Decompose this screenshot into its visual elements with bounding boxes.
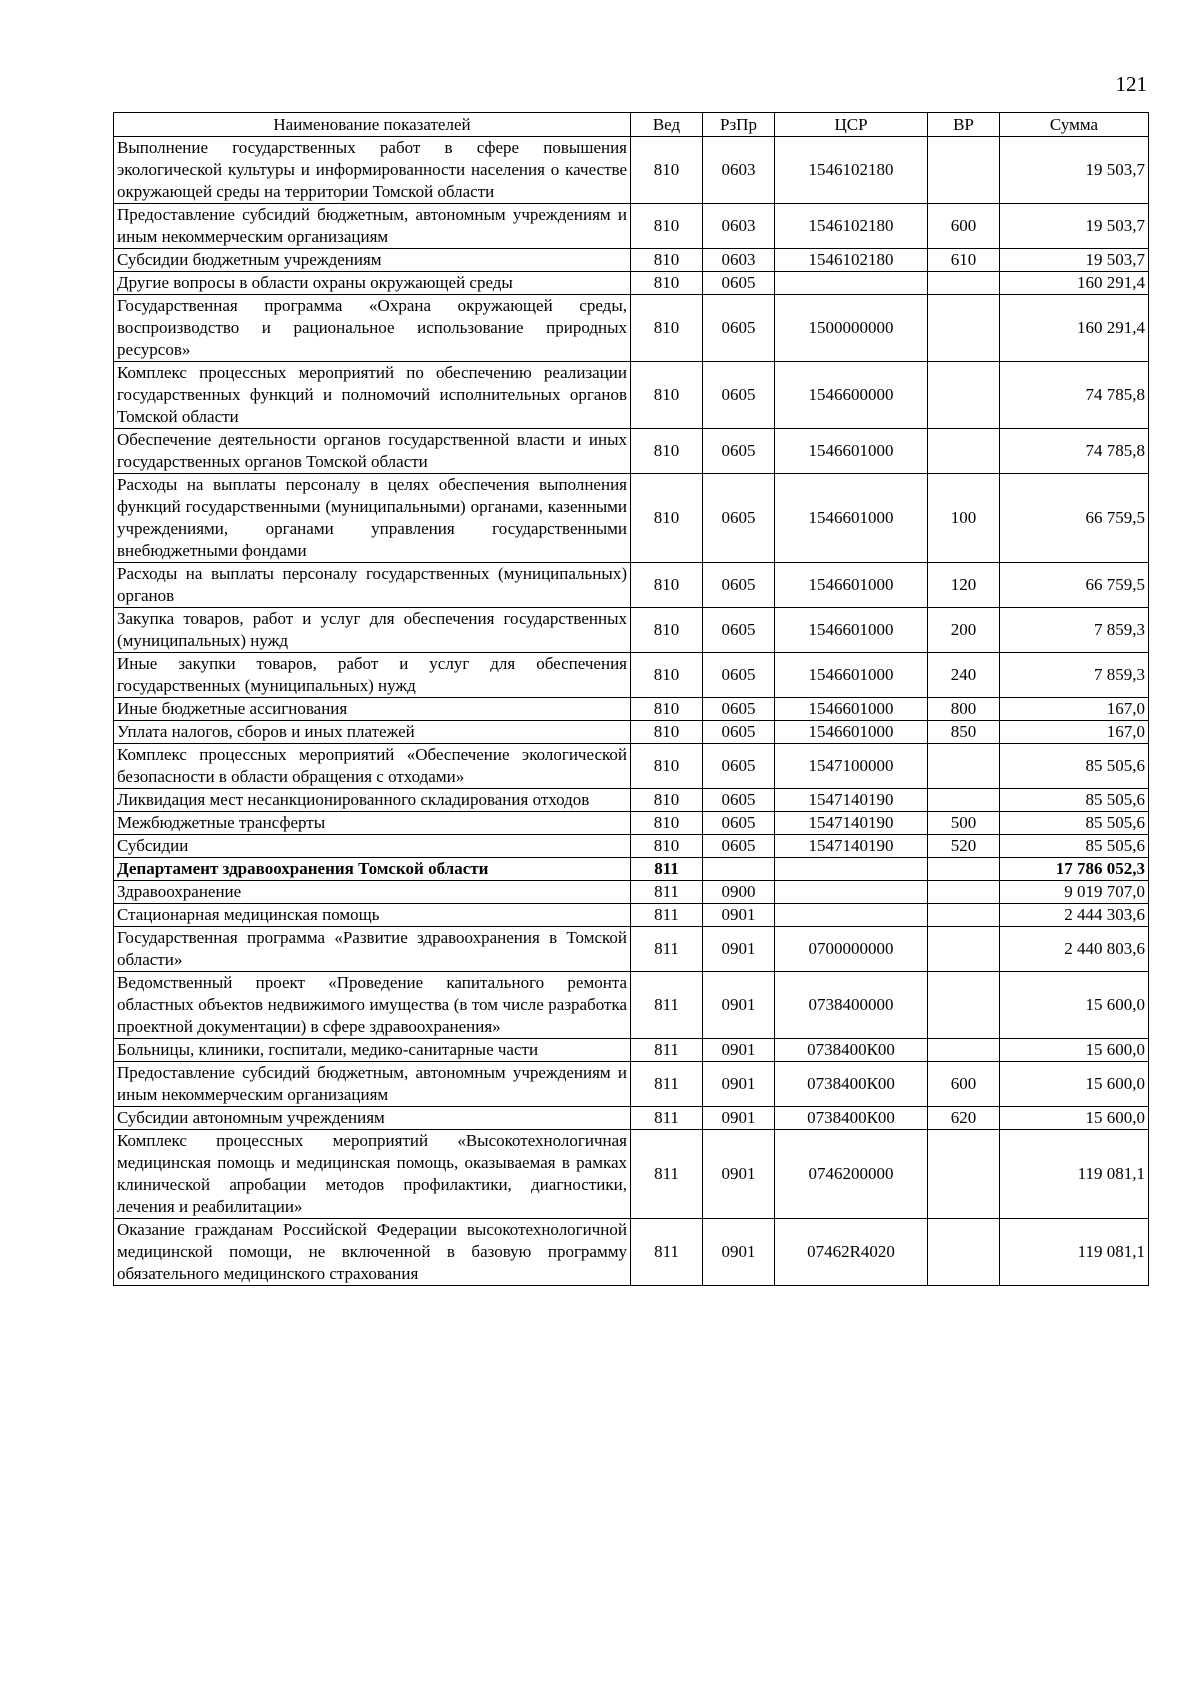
cell-csr: 1547140190 bbox=[775, 789, 928, 812]
table-row bbox=[114, 904, 1149, 927]
cell-sum: 85 505,6 bbox=[1000, 789, 1149, 812]
cell-csr: 1547100000 bbox=[775, 744, 928, 789]
cell-vr: 240 bbox=[928, 653, 1000, 698]
header-vr: ВР bbox=[928, 113, 1000, 137]
cell-sum: 167,0 bbox=[1000, 698, 1149, 721]
cell-sum: 85 505,6 bbox=[1000, 812, 1149, 835]
table-row bbox=[114, 1107, 1149, 1130]
cell-csr bbox=[775, 881, 928, 904]
cell-rzpr: 0901 bbox=[703, 927, 775, 972]
cell-vr bbox=[928, 858, 1000, 881]
cell-rzpr: 0605 bbox=[703, 563, 775, 608]
cell-name: Иные бюджетные ассигнования bbox=[114, 698, 631, 721]
table-header-row bbox=[114, 113, 1149, 137]
table-row bbox=[114, 608, 1149, 653]
cell-name: Ведомственный проект «Проведение капитального ремонта областных объектов недвижимого имущества (в том числе разработка проектной документации) в сфере здравоохранения» bbox=[114, 972, 631, 1039]
cell-ved: 810 bbox=[631, 789, 703, 812]
cell-name: Ликвидация мест несанкционированного складирования отходов bbox=[114, 789, 631, 812]
cell-sum: 85 505,6 bbox=[1000, 835, 1149, 858]
table-row bbox=[114, 249, 1149, 272]
cell-rzpr: 0901 bbox=[703, 904, 775, 927]
header-rzpr: РзПр bbox=[703, 113, 775, 137]
table-row bbox=[114, 789, 1149, 812]
cell-name: Другие вопросы в области охраны окружающей среды bbox=[114, 272, 631, 295]
cell-rzpr: 0605 bbox=[703, 653, 775, 698]
cell-rzpr: 0605 bbox=[703, 812, 775, 835]
table-row bbox=[114, 272, 1149, 295]
table-row bbox=[114, 744, 1149, 789]
cell-rzpr: 0605 bbox=[703, 608, 775, 653]
cell-csr: 1546601000 bbox=[775, 653, 928, 698]
cell-ved: 811 bbox=[631, 858, 703, 881]
cell-vr: 800 bbox=[928, 698, 1000, 721]
cell-csr: 0738400К00 bbox=[775, 1107, 928, 1130]
cell-sum: 17 786 052,3 bbox=[1000, 858, 1149, 881]
cell-ved: 811 bbox=[631, 927, 703, 972]
cell-rzpr: 0901 bbox=[703, 1130, 775, 1219]
cell-ved: 810 bbox=[631, 474, 703, 563]
table-row bbox=[114, 1130, 1149, 1219]
cell-sum: 19 503,7 bbox=[1000, 204, 1149, 249]
cell-csr: 1546600000 bbox=[775, 362, 928, 429]
table-row bbox=[114, 137, 1149, 204]
cell-rzpr: 0603 bbox=[703, 249, 775, 272]
cell-name: Комплекс процессных мероприятий «Высокотехнологичная медицинская помощь и медицинская помощь, оказываемая в рамках клинической апробации методов профилактики, диагностики, лечения и реабилитации» bbox=[114, 1130, 631, 1219]
cell-name: Субсидии bbox=[114, 835, 631, 858]
cell-vr: 850 bbox=[928, 721, 1000, 744]
cell-rzpr: 0605 bbox=[703, 698, 775, 721]
cell-name: Субсидии бюджетным учреждениям bbox=[114, 249, 631, 272]
cell-sum: 66 759,5 bbox=[1000, 474, 1149, 563]
header-name: Наименование показателей bbox=[114, 113, 631, 137]
cell-csr: 1546102180 bbox=[775, 249, 928, 272]
cell-csr bbox=[775, 272, 928, 295]
cell-csr: 1500000000 bbox=[775, 295, 928, 362]
cell-sum: 160 291,4 bbox=[1000, 272, 1149, 295]
cell-csr: 1547140190 bbox=[775, 835, 928, 858]
cell-name: Департамент здравоохранения Томской области bbox=[114, 858, 631, 881]
cell-name: Здравоохранение bbox=[114, 881, 631, 904]
cell-ved: 810 bbox=[631, 249, 703, 272]
cell-ved: 810 bbox=[631, 835, 703, 858]
cell-rzpr: 0605 bbox=[703, 295, 775, 362]
cell-name: Предоставление субсидий бюджетным, автономным учреждениям и иным некоммерческим организациям bbox=[114, 204, 631, 249]
table-row bbox=[114, 1039, 1149, 1062]
table-row bbox=[114, 881, 1149, 904]
header-csr: ЦСР bbox=[775, 113, 928, 137]
cell-name: Предоставление субсидий бюджетным, автономным учреждениям и иным некоммерческим организациям bbox=[114, 1062, 631, 1107]
cell-name: Государственная программа «Охрана окружающей среды, воспроизводство и рациональное использование природных ресурсов» bbox=[114, 295, 631, 362]
cell-ved: 810 bbox=[631, 608, 703, 653]
header-ved: Вед bbox=[631, 113, 703, 137]
cell-csr bbox=[775, 858, 928, 881]
cell-rzpr: 0900 bbox=[703, 881, 775, 904]
cell-ved: 811 bbox=[631, 1062, 703, 1107]
cell-ved: 811 bbox=[631, 1107, 703, 1130]
cell-sum: 119 081,1 bbox=[1000, 1130, 1149, 1219]
cell-ved: 810 bbox=[631, 698, 703, 721]
cell-ved: 811 bbox=[631, 972, 703, 1039]
cell-sum: 119 081,1 bbox=[1000, 1219, 1149, 1286]
cell-ved: 810 bbox=[631, 137, 703, 204]
cell-vr bbox=[928, 272, 1000, 295]
cell-rzpr: 0603 bbox=[703, 204, 775, 249]
cell-rzpr: 0605 bbox=[703, 744, 775, 789]
table-row bbox=[114, 429, 1149, 474]
cell-sum: 160 291,4 bbox=[1000, 295, 1149, 362]
table-row bbox=[114, 858, 1149, 881]
cell-ved: 810 bbox=[631, 653, 703, 698]
cell-rzpr: 0605 bbox=[703, 721, 775, 744]
cell-rzpr bbox=[703, 858, 775, 881]
cell-csr: 0700000000 bbox=[775, 927, 928, 972]
table-row bbox=[114, 362, 1149, 429]
cell-ved: 811 bbox=[631, 1219, 703, 1286]
cell-ved: 810 bbox=[631, 812, 703, 835]
cell-name: Уплата налогов, сборов и иных платежей bbox=[114, 721, 631, 744]
cell-vr bbox=[928, 744, 1000, 789]
cell-ved: 810 bbox=[631, 721, 703, 744]
cell-name: Расходы на выплаты персоналу государственных (муниципальных) органов bbox=[114, 563, 631, 608]
cell-name: Комплекс процессных мероприятий по обеспечению реализации государственных функций и полномочий исполнительных органов Томской области bbox=[114, 362, 631, 429]
cell-name: Межбюджетные трансферты bbox=[114, 812, 631, 835]
cell-csr: 1546601000 bbox=[775, 721, 928, 744]
cell-vr bbox=[928, 295, 1000, 362]
cell-ved: 810 bbox=[631, 429, 703, 474]
cell-rzpr: 0605 bbox=[703, 429, 775, 474]
cell-csr: 1546601000 bbox=[775, 608, 928, 653]
cell-rzpr: 0901 bbox=[703, 1062, 775, 1107]
cell-vr bbox=[928, 789, 1000, 812]
cell-sum: 74 785,8 bbox=[1000, 362, 1149, 429]
cell-vr: 520 bbox=[928, 835, 1000, 858]
cell-vr bbox=[928, 137, 1000, 204]
cell-vr: 500 bbox=[928, 812, 1000, 835]
cell-rzpr: 0901 bbox=[703, 1039, 775, 1062]
cell-vr: 600 bbox=[928, 204, 1000, 249]
cell-ved: 810 bbox=[631, 272, 703, 295]
cell-rzpr: 0605 bbox=[703, 789, 775, 812]
cell-csr: 07462R4020 bbox=[775, 1219, 928, 1286]
cell-vr bbox=[928, 904, 1000, 927]
cell-name: Иные закупки товаров, работ и услуг для обеспечения государственных (муниципальных) нужд bbox=[114, 653, 631, 698]
cell-name: Выполнение государственных работ в сфере повышения экологической культуры и информированности населения о качестве окружающей среды на территории Томской области bbox=[114, 137, 631, 204]
cell-sum: 2 444 303,6 bbox=[1000, 904, 1149, 927]
cell-rzpr: 0901 bbox=[703, 1107, 775, 1130]
cell-csr: 0738400000 bbox=[775, 972, 928, 1039]
cell-vr: 600 bbox=[928, 1062, 1000, 1107]
table-row bbox=[114, 295, 1149, 362]
table-row bbox=[114, 204, 1149, 249]
cell-name: Государственная программа «Развитие здравоохранения в Томской области» bbox=[114, 927, 631, 972]
cell-csr: 1546601000 bbox=[775, 474, 928, 563]
cell-sum: 167,0 bbox=[1000, 721, 1149, 744]
cell-vr: 610 bbox=[928, 249, 1000, 272]
cell-csr: 1546601000 bbox=[775, 429, 928, 474]
cell-sum: 7 859,3 bbox=[1000, 653, 1149, 698]
cell-csr: 1546102180 bbox=[775, 204, 928, 249]
cell-rzpr: 0901 bbox=[703, 1219, 775, 1286]
cell-name: Больницы, клиники, госпитали, медико-санитарные части bbox=[114, 1039, 631, 1062]
cell-name: Закупка товаров, работ и услуг для обеспечения государственных (муниципальных) нужд bbox=[114, 608, 631, 653]
cell-sum: 15 600,0 bbox=[1000, 972, 1149, 1039]
table-row bbox=[114, 835, 1149, 858]
cell-ved: 810 bbox=[631, 744, 703, 789]
cell-rzpr: 0605 bbox=[703, 272, 775, 295]
cell-vr bbox=[928, 927, 1000, 972]
page-number: 121 bbox=[1115, 72, 1147, 96]
cell-vr bbox=[928, 1039, 1000, 1062]
cell-rzpr: 0605 bbox=[703, 362, 775, 429]
cell-csr: 1546601000 bbox=[775, 698, 928, 721]
table-row bbox=[114, 972, 1149, 1039]
cell-sum: 15 600,0 bbox=[1000, 1062, 1149, 1107]
cell-name: Оказание гражданам Российской Федерации высокотехнологичной медицинской помощи, не включенной в базовую программу обязательного медицинского страхования bbox=[114, 1219, 631, 1286]
cell-vr bbox=[928, 1219, 1000, 1286]
cell-ved: 810 bbox=[631, 563, 703, 608]
cell-csr: 1547140190 bbox=[775, 812, 928, 835]
cell-sum: 66 759,5 bbox=[1000, 563, 1149, 608]
cell-vr bbox=[928, 972, 1000, 1039]
cell-vr: 620 bbox=[928, 1107, 1000, 1130]
cell-csr: 1546102180 bbox=[775, 137, 928, 204]
cell-ved: 810 bbox=[631, 204, 703, 249]
table-row bbox=[114, 1219, 1149, 1286]
table-row bbox=[114, 563, 1149, 608]
cell-csr: 0746200000 bbox=[775, 1130, 928, 1219]
table-row bbox=[114, 474, 1149, 563]
cell-sum: 19 503,7 bbox=[1000, 137, 1149, 204]
cell-vr: 100 bbox=[928, 474, 1000, 563]
cell-ved: 811 bbox=[631, 904, 703, 927]
cell-rzpr: 0901 bbox=[703, 972, 775, 1039]
cell-ved: 810 bbox=[631, 362, 703, 429]
cell-sum: 15 600,0 bbox=[1000, 1039, 1149, 1062]
cell-name: Стационарная медицинская помощь bbox=[114, 904, 631, 927]
cell-sum: 7 859,3 bbox=[1000, 608, 1149, 653]
cell-csr: 1546601000 bbox=[775, 563, 928, 608]
cell-vr bbox=[928, 429, 1000, 474]
cell-name: Расходы на выплаты персоналу в целях обеспечения выполнения функций государственными (муниципальными) органами, казенными учреждениями, органами управления государственными внебюджетными фондами bbox=[114, 474, 631, 563]
table-row bbox=[114, 927, 1149, 972]
cell-sum: 85 505,6 bbox=[1000, 744, 1149, 789]
cell-vr bbox=[928, 881, 1000, 904]
table-row bbox=[114, 653, 1149, 698]
cell-vr bbox=[928, 1130, 1000, 1219]
cell-ved: 811 bbox=[631, 1039, 703, 1062]
cell-sum: 19 503,7 bbox=[1000, 249, 1149, 272]
cell-rzpr: 0605 bbox=[703, 835, 775, 858]
cell-sum: 2 440 803,6 bbox=[1000, 927, 1149, 972]
cell-csr: 0738400К00 bbox=[775, 1062, 928, 1107]
cell-csr: 0738400К00 bbox=[775, 1039, 928, 1062]
cell-vr: 120 bbox=[928, 563, 1000, 608]
cell-sum: 15 600,0 bbox=[1000, 1107, 1149, 1130]
cell-name: Обеспечение деятельности органов государственной власти и иных государственных органов Томской области bbox=[114, 429, 631, 474]
cell-csr bbox=[775, 904, 928, 927]
table-row bbox=[114, 812, 1149, 835]
cell-name: Комплекс процессных мероприятий «Обеспечение экологической безопасности в области обращения с отходами» bbox=[114, 744, 631, 789]
cell-vr bbox=[928, 362, 1000, 429]
cell-vr: 200 bbox=[928, 608, 1000, 653]
cell-ved: 811 bbox=[631, 1130, 703, 1219]
table-row bbox=[114, 1062, 1149, 1107]
cell-sum: 9 019 707,0 bbox=[1000, 881, 1149, 904]
cell-ved: 811 bbox=[631, 881, 703, 904]
cell-rzpr: 0603 bbox=[703, 137, 775, 204]
table-row bbox=[114, 721, 1149, 744]
cell-ved: 810 bbox=[631, 295, 703, 362]
cell-name: Субсидии автономным учреждениям bbox=[114, 1107, 631, 1130]
budget-table bbox=[113, 112, 1149, 1286]
table-row bbox=[114, 698, 1149, 721]
header-sum: Сумма bbox=[1000, 113, 1149, 137]
cell-sum: 74 785,8 bbox=[1000, 429, 1149, 474]
cell-rzpr: 0605 bbox=[703, 474, 775, 563]
